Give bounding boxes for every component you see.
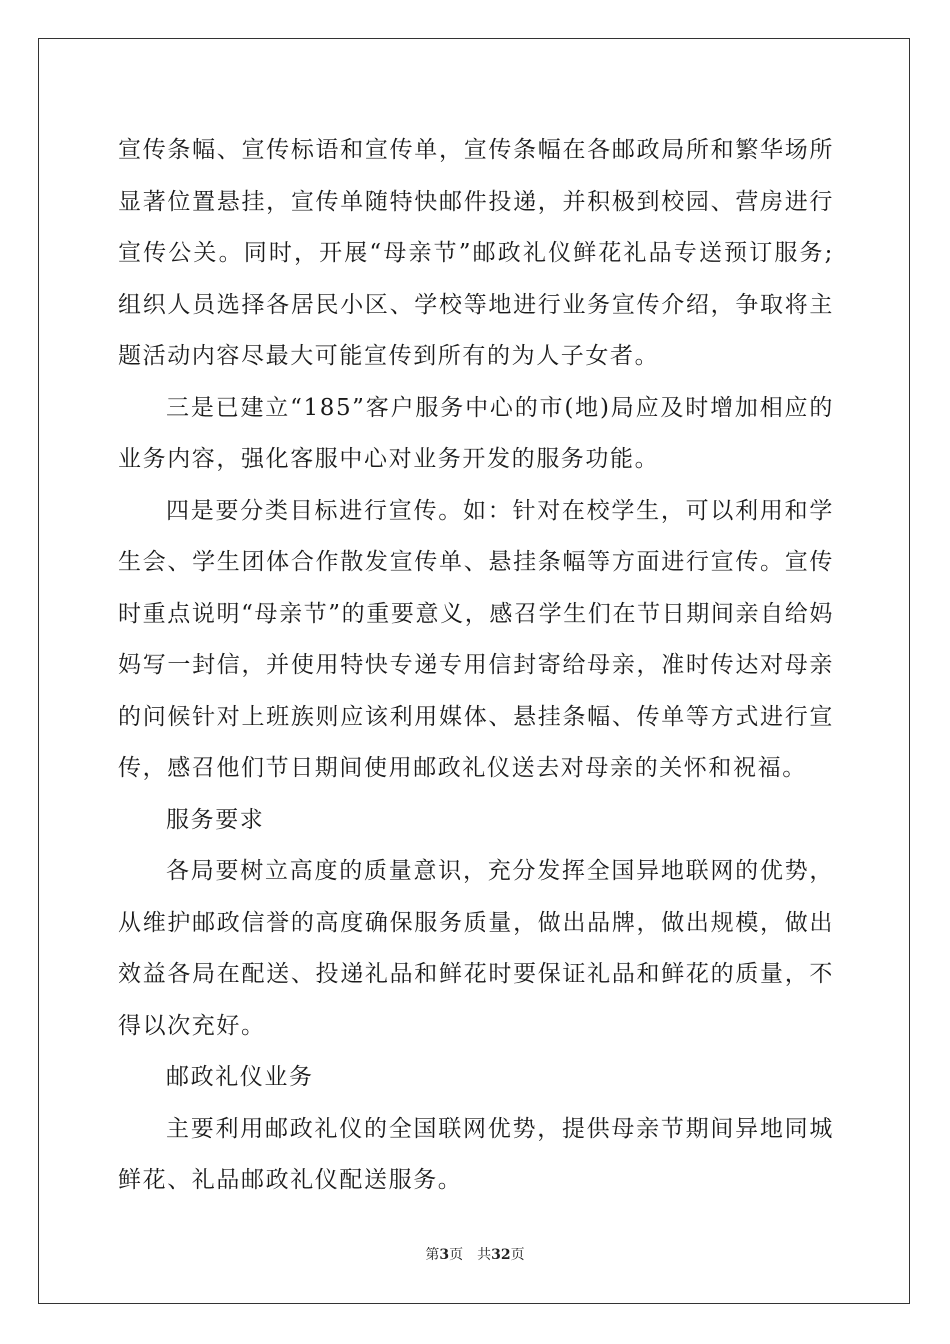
paragraph-4: 各局要树立高度的质量意识，充分发挥全国异地联网的优势，从维护邮政信誉的高度确保服务质量，做出品牌，做出规模，做出效益各局在配送、投递礼品和鲜花时要保证礼品和鲜花的质量，不得以次充好。 bbox=[118, 858, 834, 1039]
footer-total-pages: 32 bbox=[491, 1247, 511, 1263]
footer-total-prefix: 共 bbox=[477, 1247, 492, 1263]
paragraph-5: 主要利用邮政礼仪的全国联网优势，提供母亲节期间异地同城鲜花、礼品邮政礼仪配送服务。 bbox=[118, 1115, 834, 1193]
paragraph-3: 四是要分类目标进行宣传。如：针对在校学生，可以利用和学生会、学生团体合作散发宣传单、悬挂条幅等方面进行宣传。宣传时重点说明“母亲节”的重要意义，感召学生们在节日期间亲自给妈妈写一封信，并使用特快专递专用信封寄给母亲，准时传达对母亲的问候针对上班族则应该利用媒体、悬挂条幅、传单等方式进行宣传，感召他们节日期间使用邮政礼仪送去对母亲的关怀和祝福。 bbox=[118, 497, 834, 781]
footer-page-prefix: 第 bbox=[425, 1247, 440, 1263]
footer-page-number: 3 bbox=[439, 1247, 450, 1263]
paragraph-1: 宣传条幅、宣传标语和宣传单，宣传条幅在各邮政局所和繁华场所显著位置悬挂，宣传单随特快邮件投递，并积极到校园、营房进行宣传公关。同时，开展“母亲节”邮政礼仪鲜花礼品专送预订服务;组织人员选择各居民小区、学校等地进行业务宣传介绍，争取将主题活动内容尽最大可能宣传到所有的为人子女者。 bbox=[118, 137, 834, 369]
document-body bbox=[118, 125, 834, 1207]
paragraph-2: 三是已建立“185”客户服务中心的市(地)局应及时增加相应的业务内容，强化客服中心对业务开发的服务功能。 bbox=[118, 394, 834, 472]
footer-page-suffix: 页 bbox=[449, 1247, 464, 1263]
section-heading-service-requirements: 服务要求 bbox=[166, 806, 265, 833]
page-footer bbox=[0, 1244, 950, 1264]
footer-total-suffix: 页 bbox=[510, 1247, 525, 1263]
section-heading-postal-etiquette: 邮政礼仪业务 bbox=[166, 1064, 314, 1090]
